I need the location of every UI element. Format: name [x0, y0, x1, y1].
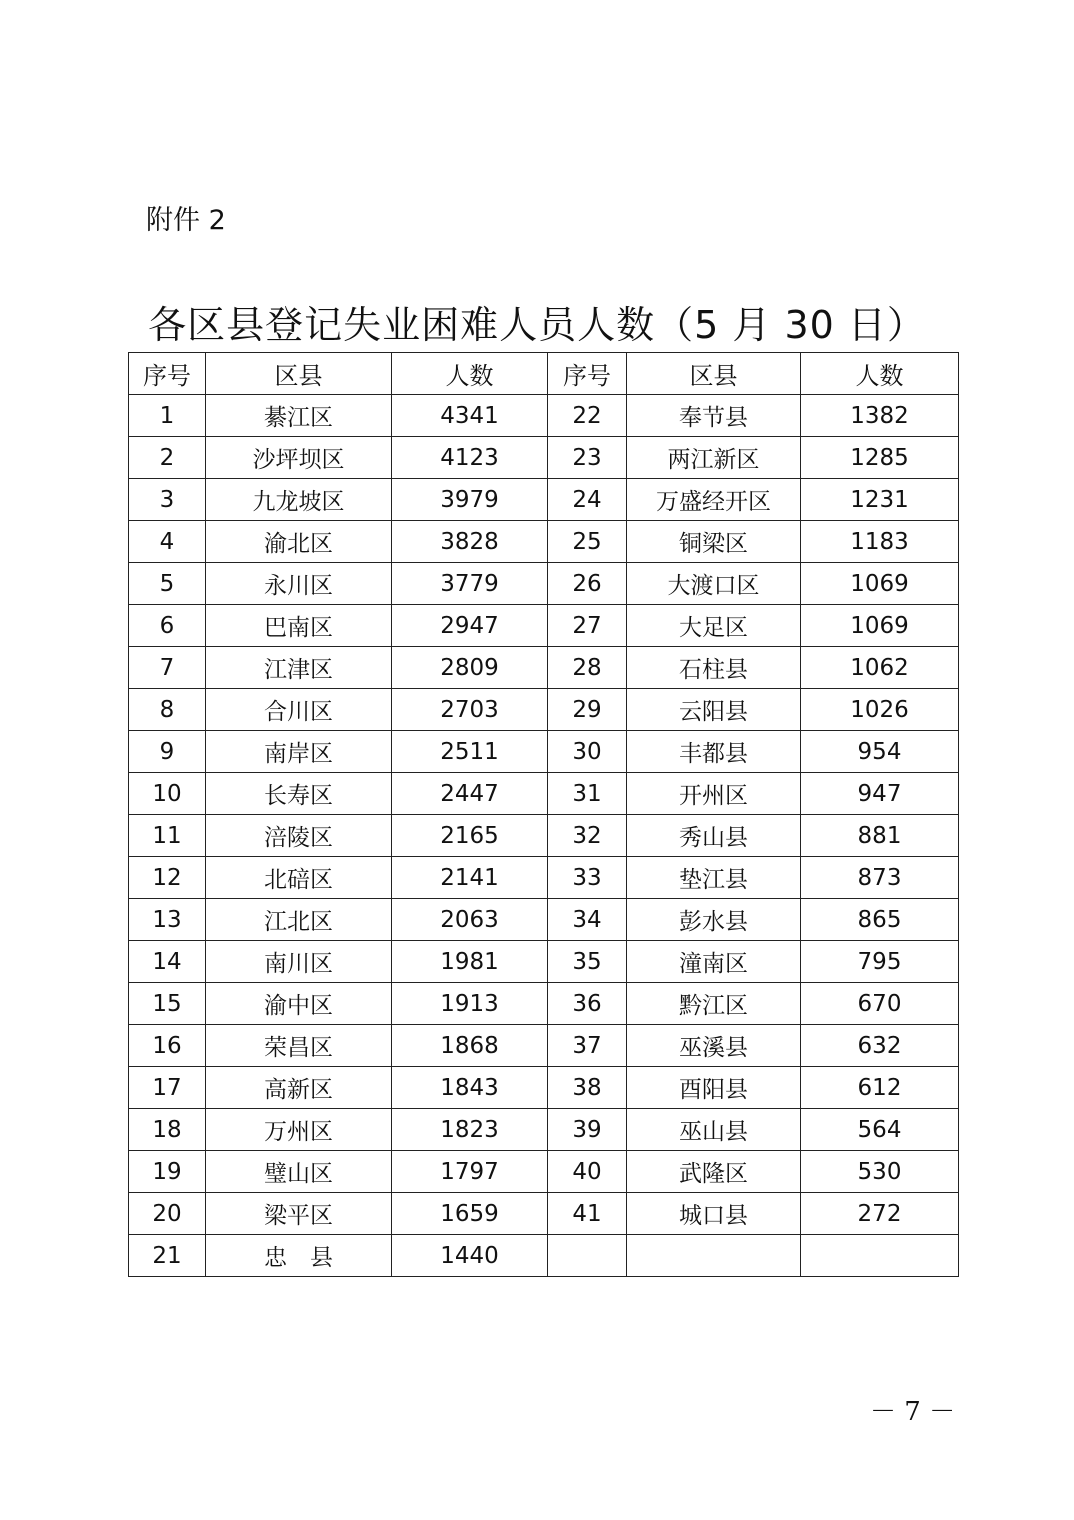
table-row [129, 479, 959, 521]
cell-district: 秀山县 [627, 815, 801, 857]
cell-index: 10 [129, 773, 206, 815]
cell-district: 两江新区 [627, 437, 801, 479]
cell-count: 2141 [392, 857, 548, 899]
cell-count: 1913 [392, 983, 548, 1025]
cell-index: 22 [548, 395, 627, 437]
cell-index: 14 [129, 941, 206, 983]
cell-count: 1285 [801, 437, 959, 479]
table-row [129, 1151, 959, 1193]
cell-district: 彭水县 [627, 899, 801, 941]
cell-district: 江津区 [206, 647, 392, 689]
cell-district: 璧山区 [206, 1151, 392, 1193]
cell-count: 670 [801, 983, 959, 1025]
header-index-right: 序号 [548, 353, 627, 395]
cell-index: 18 [129, 1109, 206, 1151]
cell-count: 954 [801, 731, 959, 773]
cell-index: 27 [548, 605, 627, 647]
table-row [129, 731, 959, 773]
cell-district [627, 1235, 801, 1277]
cell-count: 632 [801, 1025, 959, 1067]
cell-index: 28 [548, 647, 627, 689]
table-row [129, 941, 959, 983]
table-container [128, 352, 958, 1277]
cell-count: 3779 [392, 563, 548, 605]
cell-count: 1183 [801, 521, 959, 563]
cell-count: 1868 [392, 1025, 548, 1067]
cell-count: 1440 [392, 1235, 548, 1277]
table-row [129, 1109, 959, 1151]
table-row [129, 983, 959, 1025]
cell-index: 15 [129, 983, 206, 1025]
table-body [129, 395, 959, 1277]
cell-district: 云阳县 [627, 689, 801, 731]
cell-count: 881 [801, 815, 959, 857]
cell-district: 大渡口区 [627, 563, 801, 605]
unemployment-table [128, 352, 959, 1277]
cell-district: 江北区 [206, 899, 392, 941]
table-row [129, 1067, 959, 1109]
cell-count: 1231 [801, 479, 959, 521]
cell-index: 33 [548, 857, 627, 899]
cell-index [548, 1235, 627, 1277]
cell-district: 南岸区 [206, 731, 392, 773]
cell-count: 272 [801, 1193, 959, 1235]
header-count-right: 人数 [801, 353, 959, 395]
cell-district: 丰都县 [627, 731, 801, 773]
cell-count: 530 [801, 1151, 959, 1193]
cell-district: 巫溪县 [627, 1025, 801, 1067]
table-row [129, 521, 959, 563]
cell-count: 2447 [392, 773, 548, 815]
cell-district: 奉节县 [627, 395, 801, 437]
cell-index: 19 [129, 1151, 206, 1193]
table-row [129, 773, 959, 815]
cell-count: 4123 [392, 437, 548, 479]
attachment-label: 附件 2 [146, 205, 226, 236]
cell-district: 高新区 [206, 1067, 392, 1109]
cell-district: 石柱县 [627, 647, 801, 689]
cell-district: 武隆区 [627, 1151, 801, 1193]
cell-district: 綦江区 [206, 395, 392, 437]
cell-index: 40 [548, 1151, 627, 1193]
table-row [129, 857, 959, 899]
cell-district: 黔江区 [627, 983, 801, 1025]
document-title: 各区县登记失业困难人员人数（5 月 30 日） [148, 303, 926, 347]
cell-index: 5 [129, 563, 206, 605]
cell-index: 3 [129, 479, 206, 521]
cell-index: 21 [129, 1235, 206, 1277]
table-row [129, 689, 959, 731]
cell-count: 4341 [392, 395, 548, 437]
cell-count: 1062 [801, 647, 959, 689]
cell-count: 2703 [392, 689, 548, 731]
cell-district: 荣昌区 [206, 1025, 392, 1067]
cell-count: 947 [801, 773, 959, 815]
cell-index: 38 [548, 1067, 627, 1109]
cell-district: 万州区 [206, 1109, 392, 1151]
cell-index: 9 [129, 731, 206, 773]
cell-count: 2511 [392, 731, 548, 773]
cell-district: 开州区 [627, 773, 801, 815]
table-row [129, 1235, 959, 1277]
cell-count: 2947 [392, 605, 548, 647]
cell-index: 12 [129, 857, 206, 899]
cell-district: 北碚区 [206, 857, 392, 899]
header-index-left: 序号 [129, 353, 206, 395]
cell-count: 873 [801, 857, 959, 899]
table-row [129, 1193, 959, 1235]
cell-count: 1382 [801, 395, 959, 437]
cell-index: 34 [548, 899, 627, 941]
cell-index: 31 [548, 773, 627, 815]
cell-district: 大足区 [627, 605, 801, 647]
cell-count: 1797 [392, 1151, 548, 1193]
table-row [129, 605, 959, 647]
table-row [129, 899, 959, 941]
cell-index: 8 [129, 689, 206, 731]
cell-index: 13 [129, 899, 206, 941]
table-row [129, 1025, 959, 1067]
cell-district: 永川区 [206, 563, 392, 605]
cell-index: 41 [548, 1193, 627, 1235]
cell-district: 巴南区 [206, 605, 392, 647]
cell-index: 29 [548, 689, 627, 731]
cell-index: 35 [548, 941, 627, 983]
cell-count: 564 [801, 1109, 959, 1151]
cell-district: 涪陵区 [206, 815, 392, 857]
page-number: － 7 － [870, 1397, 956, 1427]
cell-index: 20 [129, 1193, 206, 1235]
cell-index: 30 [548, 731, 627, 773]
cell-count: 795 [801, 941, 959, 983]
cell-district: 合川区 [206, 689, 392, 731]
table-row [129, 815, 959, 857]
cell-district: 渝北区 [206, 521, 392, 563]
cell-district: 南川区 [206, 941, 392, 983]
cell-district: 铜梁区 [627, 521, 801, 563]
cell-district: 城口县 [627, 1193, 801, 1235]
cell-count: 2809 [392, 647, 548, 689]
cell-district: 潼南区 [627, 941, 801, 983]
table-row [129, 395, 959, 437]
cell-count: 1069 [801, 563, 959, 605]
cell-district: 垫江县 [627, 857, 801, 899]
cell-index: 37 [548, 1025, 627, 1067]
cell-index: 6 [129, 605, 206, 647]
cell-index: 24 [548, 479, 627, 521]
cell-index: 4 [129, 521, 206, 563]
cell-index: 11 [129, 815, 206, 857]
cell-district: 酉阳县 [627, 1067, 801, 1109]
cell-index: 23 [548, 437, 627, 479]
cell-count: 1843 [392, 1067, 548, 1109]
table-row [129, 437, 959, 479]
cell-count [801, 1235, 959, 1277]
cell-count: 1026 [801, 689, 959, 731]
header-district-right: 区县 [627, 353, 801, 395]
table-header-row [129, 353, 959, 395]
cell-index: 32 [548, 815, 627, 857]
cell-index: 17 [129, 1067, 206, 1109]
cell-index: 7 [129, 647, 206, 689]
cell-count: 1659 [392, 1193, 548, 1235]
cell-district: 万盛经开区 [627, 479, 801, 521]
cell-index: 25 [548, 521, 627, 563]
cell-count: 3979 [392, 479, 548, 521]
cell-district: 长寿区 [206, 773, 392, 815]
cell-count: 1981 [392, 941, 548, 983]
cell-district: 梁平区 [206, 1193, 392, 1235]
cell-index: 1 [129, 395, 206, 437]
cell-district: 巫山县 [627, 1109, 801, 1151]
table-row [129, 563, 959, 605]
cell-district: 九龙坡区 [206, 479, 392, 521]
cell-index: 39 [548, 1109, 627, 1151]
header-district-left: 区县 [206, 353, 392, 395]
cell-index: 16 [129, 1025, 206, 1067]
cell-index: 36 [548, 983, 627, 1025]
cell-count: 1823 [392, 1109, 548, 1151]
cell-district: 渝中区 [206, 983, 392, 1025]
cell-count: 2063 [392, 899, 548, 941]
cell-district: 忠 县 [206, 1235, 392, 1277]
cell-count: 612 [801, 1067, 959, 1109]
cell-count: 3828 [392, 521, 548, 563]
cell-index: 26 [548, 563, 627, 605]
cell-count: 865 [801, 899, 959, 941]
cell-count: 1069 [801, 605, 959, 647]
table-row [129, 647, 959, 689]
cell-count: 2165 [392, 815, 548, 857]
cell-index: 2 [129, 437, 206, 479]
cell-district: 沙坪坝区 [206, 437, 392, 479]
header-count-left: 人数 [392, 353, 548, 395]
